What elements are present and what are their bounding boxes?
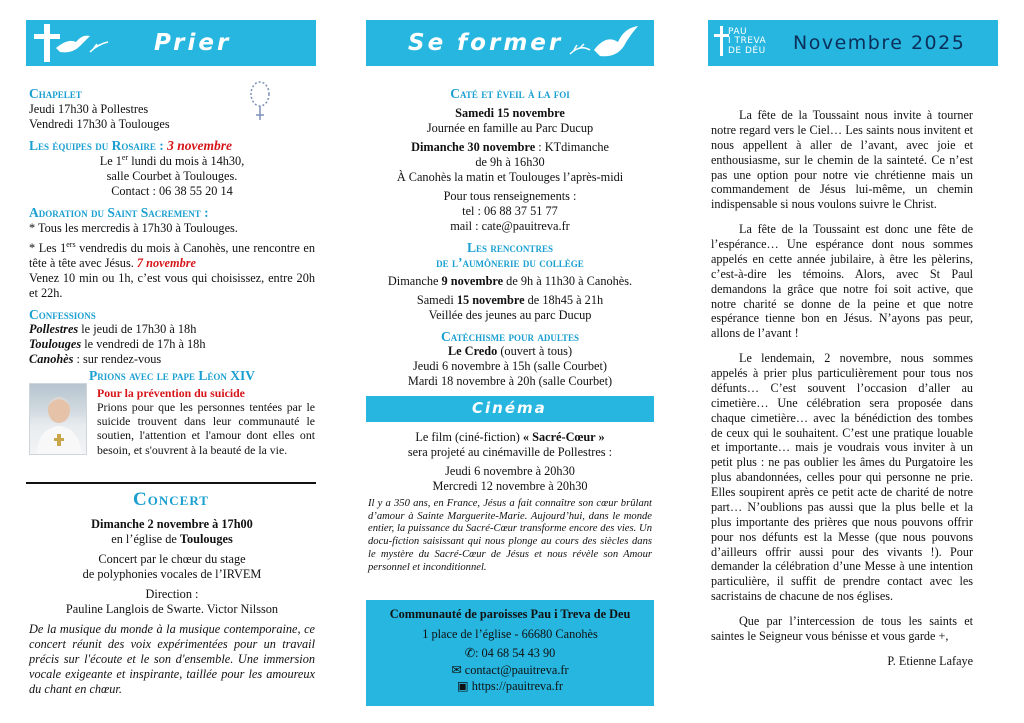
cate-date2-hours: de 9h à 16h30 bbox=[475, 154, 545, 169]
newsletter-banner bbox=[708, 20, 998, 66]
confession-canohes: Canohès : sur rendez-vous bbox=[29, 352, 162, 367]
pope-text: Prions pour que les personnes tentées par le suicide trouvent dans leur communauté le soutien, l'attention et l'amour dont elles ont besoin, et s'ouvrent à la beauté de la vie. bbox=[97, 400, 315, 457]
concert-description: De la musique du monde à la musique contemporaine, ce concert réunit des voix expérimentées pour un travail précis sur l'écoute et le son d'ensemble. Une immersion vocale exigeante et inspirante, taillée pour les amoureux du chant en chœur. bbox=[29, 622, 315, 696]
cinema-title: Cinéma bbox=[472, 399, 547, 417]
aumonerie-line2: Samedi 15 novembre de 18h45 à 21h bbox=[416, 292, 604, 307]
concert-desc2: de polyphonies vocales de l’IRVEM bbox=[82, 567, 262, 581]
dove-icon bbox=[566, 20, 646, 66]
aumonerie-line3: Veillée des jeunes au parc Ducup bbox=[428, 307, 592, 322]
rosaire-title: Les équipes du Rosaire : 3 novembre bbox=[29, 137, 233, 153]
contact-title: Communauté de paroisses Pau i Treva de Deu bbox=[389, 607, 631, 621]
email-icon: ✉ bbox=[451, 662, 465, 677]
pope-subtitle: Pour la prévention du suicide bbox=[97, 386, 245, 400]
pope-title: Prions avec le pape Léon XIV bbox=[88, 368, 256, 383]
cate-title: Caté et éveil à la foi bbox=[450, 86, 570, 101]
newsletter-column bbox=[708, 20, 998, 668]
prier-title: Prier bbox=[154, 30, 232, 56]
aumonerie-title2: de l’aumônerie du collège bbox=[436, 255, 584, 271]
former-banner bbox=[366, 20, 654, 66]
adoration-line2: * Les 1ers vendredis du mois à Canohès, une rencontre en tête à tête avec Jésus. 7 novembre bbox=[29, 239, 316, 270]
cross-dove-icon bbox=[30, 20, 110, 66]
pope-intention bbox=[29, 368, 315, 457]
computer-icon: ▣ bbox=[457, 679, 472, 694]
cinema-date2: Mercredi 12 novembre à 20h30 bbox=[432, 479, 588, 493]
catechisme-title: Catéchisme pour adultes bbox=[440, 328, 580, 344]
concert-title: Concert bbox=[133, 489, 209, 510]
rosaire-line2: salle Courbet à Toulouges. bbox=[106, 169, 238, 184]
adoration-line1: * Tous les mercredis à 17h30 à Toulouges. bbox=[29, 220, 238, 235]
editorial-p4: Que par l’intercession de tous les saints et saintes le Seigneur vous bénisse et vous garde +, bbox=[711, 614, 973, 643]
concert-desc1: Concert par le chœur du stage bbox=[98, 552, 246, 566]
catechisme-credo: Le Credo (ouvert à tous) bbox=[447, 344, 573, 359]
concert-direction: Direction : bbox=[145, 587, 199, 601]
cate-date1-desc: Journée en famille au Parc Ducup bbox=[426, 120, 594, 135]
cinema-date1: Jeudi 6 novembre à 20h30 bbox=[445, 464, 575, 478]
cate-date2: Dimanche 30 novembre : KTdimanche bbox=[411, 139, 609, 154]
contact-email[interactable]: ✉ contact@pauitreva.fr bbox=[451, 662, 569, 677]
contact-web[interactable]: ▣ https://pauitreva.fr bbox=[457, 679, 563, 694]
pope-photo bbox=[29, 383, 87, 455]
confessions-title: Confessions bbox=[29, 306, 96, 322]
concert-names: Pauline Langlois de Swarte. Victor Nilsson bbox=[65, 602, 279, 616]
contact-address: 1 place de l’église - 66680 Canohès bbox=[422, 626, 598, 641]
cinema-film: Le film (ciné-fiction) « Sacré-Cœur » bbox=[415, 430, 605, 444]
aumonerie-line1: Dimanche 9 novembre de 9h à 11h30 à Canohès. bbox=[387, 273, 633, 288]
signature: P. Etienne Lafaye bbox=[887, 653, 973, 668]
contact-box bbox=[366, 600, 654, 706]
parish-logo: PAU I TREVA DE DÉU bbox=[728, 27, 767, 56]
cate-date1: Samedi 15 novembre bbox=[455, 105, 565, 120]
cinema-description: Il y a 350 ans, en France, Jésus a fait connaître son cœur brûlant d’amour à Sainte Marguerite-Marie. Aujourd’hui, dans le monde entier, la puissance du Sacré-Cœur transforme encore des vies. Un docu-fiction saisissant qui nous plonge au cours des siècles dans le mystère du Sacré-Cœur de Jésus et nous révèle son Amour personnel et inconditionnel. bbox=[368, 498, 652, 573]
adoration-title: Adoration du Saint Sacrement : bbox=[29, 205, 209, 221]
aumonerie-title1: Les rencontres bbox=[467, 239, 553, 255]
separator-line bbox=[26, 482, 316, 484]
concert-date: Dimanche 2 novembre à 17h00 bbox=[91, 517, 253, 531]
concert-place: en l’église de Toulouges bbox=[111, 532, 233, 546]
cinema-banner bbox=[366, 396, 654, 422]
contact-phone: ✆: 04 68 54 43 90 bbox=[464, 646, 556, 661]
newsletter-title: Novembre 2025 bbox=[793, 32, 966, 54]
prier-column bbox=[26, 20, 316, 696]
editorial-p2: La fête de la Toussaint est donc une fête de l’espérance… Une espérance dont nous sommes appelés en cette année jubilaire, à être les pèlerins, c’est-à-dire les témoins. Alors, avec St Paul demandons la grâce que notre foi soit active, que notre charité se donne de la peine et que notre espérance tienne bon en Jésus. N’ayons pas peur, allons de l’avant ! bbox=[711, 222, 973, 341]
phone-icon: ✆ bbox=[464, 646, 476, 661]
editorial-p3: Le lendemain, 2 novembre, nous sommes appelés à prier plus particulièrement pour tous nos défunts… C’est souvent l’occasion d’aller au cimetière… Une célébration sera proposée dans chaque cimetière… avec la bénédiction des tombes de ceux qui le souhaitent. C’est une pratique louable et importante… mais je voudrais vous inviter à un petit plus : ne pas oublier les âmes du Purgatoire les plus abandonnées, celles pour qui personne ne prie. Elles soupirent après ce petit acte de charité de notre part… N’oublions pas aussi que la plus belle et la plus importante des prières que nous pouvons offrir pour nos défunts est la Messe (que nous pouvons d’ailleurs offrir aussi pour des vivants !). Pour demander la célébration d’une Messe à une intention particulière, il suffit de prendre contact avec les sacristains de chacune de nos églises. bbox=[711, 351, 973, 604]
rosaire-date: 3 novembre bbox=[167, 137, 233, 153]
cinema-venue: sera projeté au cinémaville de Pollestres : bbox=[407, 445, 613, 459]
rosaire-line1: Le 1er lundi du mois à 14h30, bbox=[99, 153, 245, 169]
rosaire-contact: Contact : 06 38 55 20 14 bbox=[111, 184, 233, 199]
chapelet-line1: Jeudi 17h30 à Pollestres bbox=[29, 101, 149, 116]
cate-mail: mail : cate@pauitreva.fr bbox=[450, 218, 570, 233]
chapelet-line2: Vendredi 17h30 à Toulouges bbox=[29, 116, 170, 131]
cate-date2-place: À Canohès la matin et Toulouges l’après-midi bbox=[396, 169, 624, 184]
cate-phone: tel : 06 88 37 51 77 bbox=[462, 203, 558, 218]
confession-pollestres: Pollestres le jeudi de 17h30 à 18h bbox=[29, 322, 197, 337]
chapelet-title: Chapelet bbox=[29, 86, 82, 101]
catechisme-line1: Jeudi 6 novembre à 15h (salle Courbet) bbox=[413, 359, 607, 374]
adoration-line3: Venez 10 min ou 1h, c’est vous qui choisissez, entre 20h et 22h. bbox=[29, 270, 315, 300]
prier-banner bbox=[26, 20, 316, 66]
cate-info: Pour tous renseignements : bbox=[443, 188, 577, 203]
former-title: Se former bbox=[408, 30, 564, 56]
editorial-p1: La fête de la Toussaint nous invite à tourner notre regard vers le Ciel… Les saints nous invitent et nous appellent à aller de l’avant, avec joie et enthousiasme, sur le chemin de la sainteté. Ce n’est pas une option pour notre vie chrétienne mais un commandement de Jésus lui-même, un chemin indispensable si nous voulons suivre le Christ. bbox=[711, 108, 973, 212]
catechisme-line2: Mardi 18 novembre à 20h (salle Courbet) bbox=[407, 374, 613, 389]
confession-toulouges: Toulouges le vendredi de 17h à 18h bbox=[29, 337, 206, 352]
former-column bbox=[366, 20, 654, 694]
